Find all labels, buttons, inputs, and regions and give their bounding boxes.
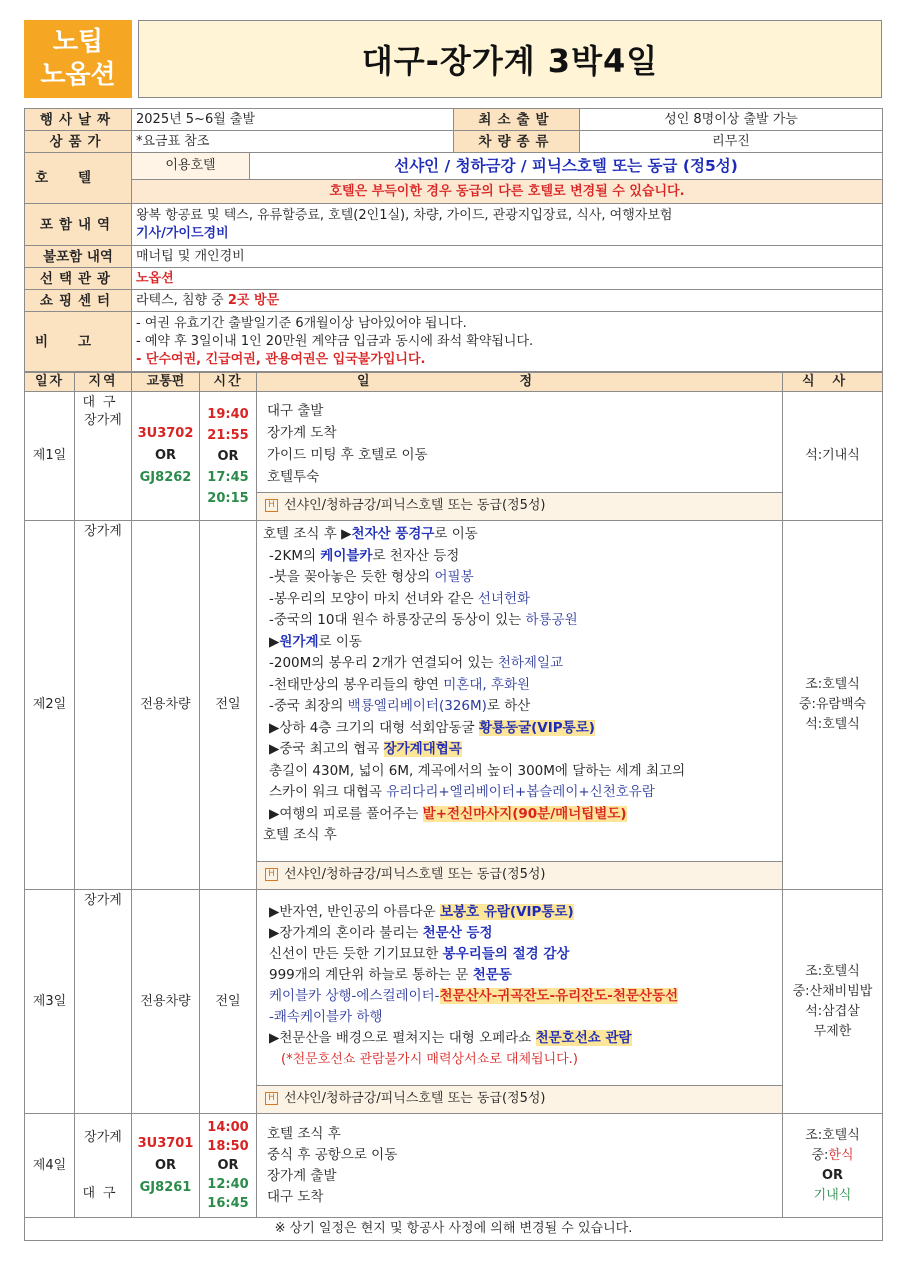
brand-logo: 노팁 노옵션 — [24, 20, 132, 98]
included-label: 포함내역 — [25, 204, 132, 246]
day1-flight: 3U3702 OR GJ8262 — [132, 392, 200, 521]
day2-meal: 조:호텔식 중:유람백숙 석:호텔식 — [783, 521, 883, 890]
shopping-count: 2곳 방문 — [227, 292, 280, 308]
price: *요금표 참조 — [132, 131, 454, 153]
schedule-table — [24, 372, 883, 1241]
remark-3: - 단수여권, 긴급여권, 관용여권은 입국불가입니다. — [136, 351, 426, 367]
info-table — [24, 108, 883, 372]
day4-flight: 3U3701 OR GJ8261 — [132, 1114, 200, 1218]
shopping-prefix: 라텍스, 침향 중 — [136, 292, 228, 308]
remarks-label: 비고 — [25, 312, 132, 372]
day4-row — [25, 1114, 883, 1218]
day3-meal: 조:호텔식 중:산채비빔밥 석:삼겹살 무제한 — [783, 890, 883, 1114]
day3-hotel: H 선샤인/청하금강/피닉스호텔 또는 동급(정5성) — [257, 1085, 782, 1113]
min-departure-label: 최소출발 — [454, 109, 580, 131]
day2-row — [25, 521, 883, 890]
included-text: 왕복 항공료 및 텍스, 유류할증료, 호텔(2인1실), 차량, 가이드, 관광지입장료, 식사, 여행자보험 — [136, 207, 673, 223]
itinerary-page — [24, 16, 882, 1241]
day2-time: 전일 — [200, 521, 257, 890]
head-region: 지역 — [75, 373, 132, 392]
option: 노옵션 — [132, 268, 883, 290]
day3-itinerary: ▶반자연, 반인공의 아름다운 보봉호 유람(VIP통로) ▶장가계의 혼이라 불리는 천문산 등정 신선이 만든 듯한 기기묘묘한 봉우리들의 절경 감상 999개의 계단위 하늘로 통하는 문 천문동 케이블카 상행-에스컬레이터-천문산사-귀곡잔도-유리잔도-천문산동선 -쾌속케이블카 하행 ▶천문산을 배경으로 펼쳐지는 대형 오페라쇼 천문호선쇼 관람 (*천문호선쇼 관람불가시 매력상서쇼로 대체됩니다.) H 선샤인/청하금강/피닉스호텔 또는 동급(정5성) — [257, 890, 783, 1114]
option-label: 선택관광 — [25, 268, 132, 290]
day4-times: 14:00 18:50 OR 12:40 16:45 — [200, 1114, 257, 1218]
event-date-label: 행사날짜 — [25, 109, 132, 131]
day1-region: 대구 장가계 — [75, 392, 132, 521]
remark-2: - 예약 후 3일이내 1인 20만원 계약금 입금과 동시에 좌석 확약됩니다. — [136, 333, 534, 349]
day3-label: 제3일 — [25, 890, 75, 1114]
shopping-label: 쇼핑센터 — [25, 290, 132, 312]
day1-hotel: H 선샤인/청하금강/피닉스호텔 또는 동급(정5성) — [257, 492, 782, 520]
min-departure: 성인 8명이상 출발 가능 — [580, 109, 883, 131]
vehicle: 리무진 — [580, 131, 883, 153]
excluded: 매너팁 및 개인경비 — [132, 246, 883, 268]
day1-times: 19:40 21:55 OR 17:45 20:15 — [200, 392, 257, 521]
day4-meal: 조:호텔식 중:한식 OR 기내식 — [783, 1114, 883, 1218]
head-meal: 식사 — [783, 373, 883, 392]
schedule-header — [25, 373, 883, 392]
page-title: 대구-장가계 3박4일 — [138, 20, 882, 98]
hotel-sub-label: 이용호텔 — [132, 153, 250, 180]
head-itinerary: 일정 — [257, 373, 783, 392]
shopping-cell — [132, 290, 883, 312]
day4-itinerary: 호텔 조식 후 중식 후 공항으로 이동 장가계 출발 대구 도착 — [257, 1114, 783, 1218]
header — [24, 16, 882, 98]
day1-meal: 석:기내식 — [783, 392, 883, 521]
day3-row — [25, 890, 883, 1114]
footer-note: ※ 상기 일정은 현지 및 항공사 사정에 의해 변경될 수 있습니다. — [25, 1218, 883, 1241]
hotel-icon: H — [265, 1092, 278, 1105]
day4-label: 제4일 — [25, 1114, 75, 1218]
excluded-label: 불포함 내역 — [25, 246, 132, 268]
remark-1: - 여권 유효기간 출발일기준 6개월이상 남아있어야 됩니다. — [136, 315, 467, 331]
day4-region: 장가계 대구 — [75, 1114, 132, 1218]
included-extra: 기사/가이드경비 — [136, 225, 229, 241]
price-label: 상품가 — [25, 131, 132, 153]
day1-itinerary: 대구 출발 장가계 도착 가이드 미팅 후 호텔로 이동 호텔투숙 H 선샤인/청하금강/피닉스호텔 또는 동급(정5성) — [257, 392, 783, 521]
day2-label: 제2일 — [25, 521, 75, 890]
day1-row — [25, 392, 883, 521]
hotel-label: 호텔 — [25, 153, 132, 204]
day2-transport: 전용차량 — [132, 521, 200, 890]
day2-hotel: H 선샤인/청하금강/피닉스호텔 또는 동급(정5성) — [257, 861, 782, 889]
day2-region: 장가계 — [75, 521, 132, 890]
hotel-note: 호텔은 부득이한 경우 동급의 다른 호텔로 변경될 수 있습니다. — [132, 180, 883, 204]
day3-transport: 전용차량 — [132, 890, 200, 1114]
day3-time: 전일 — [200, 890, 257, 1114]
hotel-value: 선샤인 / 청하금강 / 피닉스호텔 또는 동급 (정5성) — [250, 153, 883, 180]
event-date: 2025년 5~6월 출발 — [132, 109, 454, 131]
day3-region: 장가계 — [75, 890, 132, 1114]
hotel-icon: H — [265, 868, 278, 881]
day1-label: 제1일 — [25, 392, 75, 521]
remarks-cell — [132, 312, 883, 372]
included-cell — [132, 204, 883, 246]
head-time: 시간 — [200, 373, 257, 392]
head-day: 일자 — [25, 373, 75, 392]
day2-itinerary: 호텔 조식 후 ▶천자산 풍경구로 이동 -2KM의 케이블카로 천자산 등정 -붓을 꽂아놓은 듯한 형상의 어필봉 -봉우리의 모양이 마치 선녀와 같은 선녀헌화 -중국의 10대 원수 하룡장군의 동상이 있는 하룡공원 ▶원가계로 이동 -200M의 봉우리 2개가 연결되어 있는 천하제일교 -천태만상의 봉우리들의 향연 미혼대, 후화원 -중국 최장의 백룡엘리베이터(326M)로 하산 ▶상하 4층 크기의 대형 석회암동굴 황룡동굴(VIP통로) ▶중국 최고의 협곡 장가계대협곡 총길이 430M, 넓이 6M, 계곡에서의 높이 300M에 달하는 세계 최고의 스카이 워크 대협곡 유리다리+엘리베이터+봅슬레이+신천호유람 ▶여행의 피로를 풀어주는 발+전신마사지(90분/매너팁별도) 호텔 조식 후 H 선샤인/청하금강/피닉스호텔 또는 동급(정5성) — [257, 521, 783, 890]
hotel-icon: H — [265, 499, 278, 512]
footer-row — [25, 1218, 883, 1241]
vehicle-label: 차량종류 — [454, 131, 580, 153]
head-transport: 교통편 — [132, 373, 200, 392]
